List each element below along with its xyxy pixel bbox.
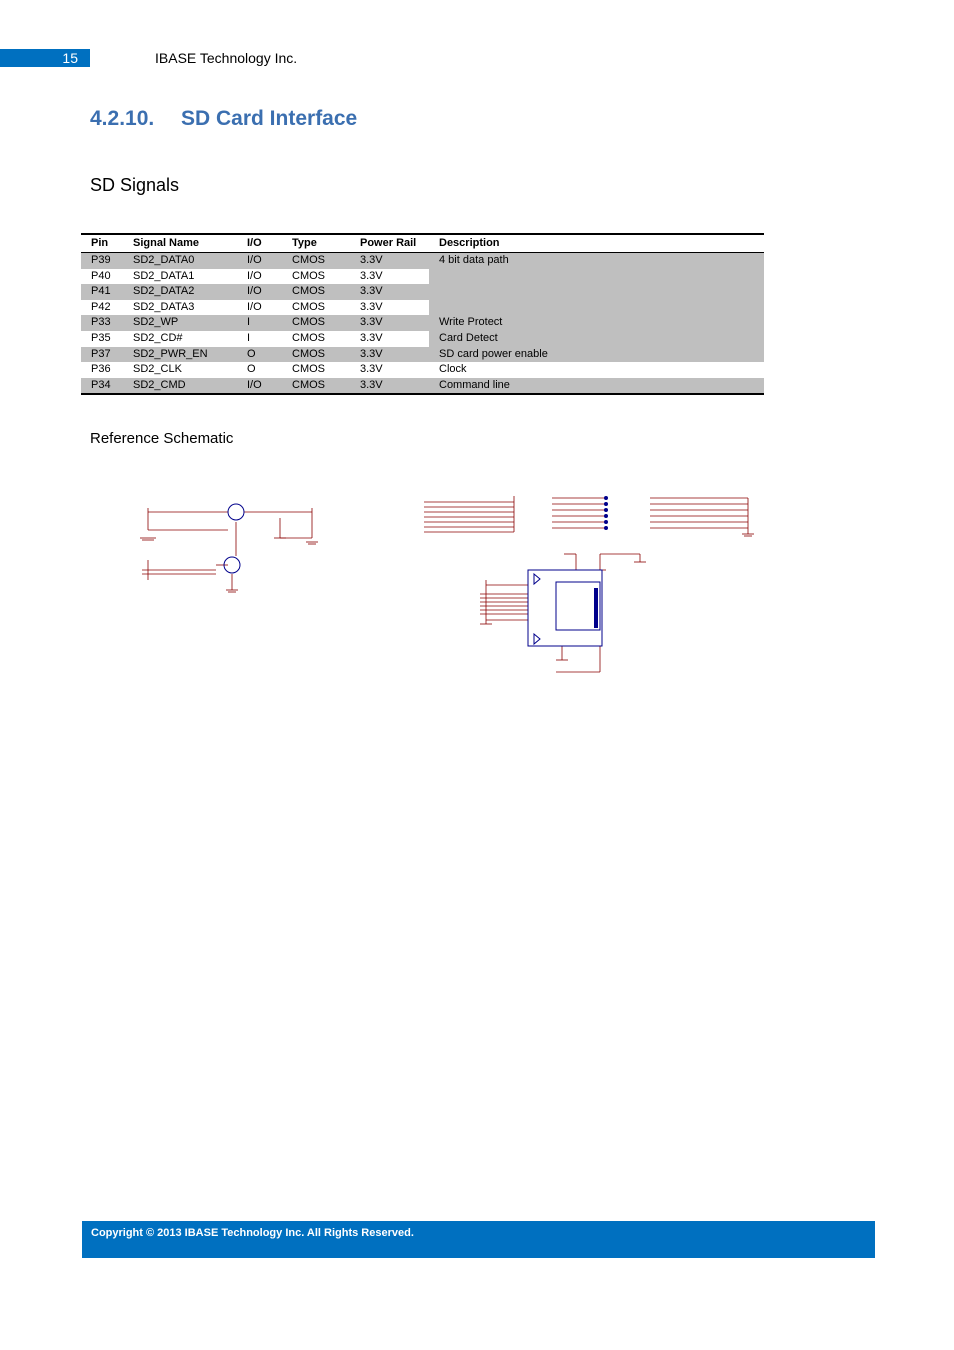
cell-signal-name: SD2_CLK [133,363,182,376]
cell-power-rail: 3.3V [360,331,383,344]
footer-bar [82,1221,875,1258]
cell-type: CMOS [282,347,350,363]
column-header: Type [282,234,350,253]
cell-io: I/O [237,253,282,269]
cell-pin: P39 [81,253,123,269]
table-header-row [81,234,764,253]
column-header: I/O [237,234,282,253]
company-name: IBASE Technology Inc. [155,50,298,66]
cell-pin: P42 [91,300,111,313]
cell-power-rail: 3.3V [350,253,429,269]
cell-pin: P37 [81,347,123,363]
reference-schematic-label: Reference Schematic [90,430,234,447]
cell-power-rail: 3.3V [360,269,383,282]
section-title: SD Card Interface [181,107,358,130]
cell-pin: P40 [91,269,111,282]
page-number: 15 [0,49,90,67]
cell-io: I [237,315,282,331]
cell-signal-name: SD2_DATA0 [123,253,237,269]
cell-type: CMOS [292,269,325,282]
column-header: Description [429,234,764,253]
cell-signal-name: SD2_CMD [123,378,237,395]
sd-signals-table [81,233,764,395]
cell-description: Command line [429,378,764,395]
cell-signal-name: SD2_DATA2 [123,284,237,300]
section-number: 4.2.10. [90,107,155,130]
cell-power-rail: 3.3V [350,347,429,363]
cell-signal-name: SD2_DATA1 [133,269,195,282]
cell-type: CMOS [282,253,350,269]
cell-description: Card Detect [429,331,764,347]
table-row [81,347,764,363]
cell-power-rail: 3.3V [350,284,429,300]
cell-signal-name: SD2_PWR_EN [123,347,237,363]
table-row [81,362,764,378]
section-heading [90,107,357,131]
cell-power-rail: 3.3V [350,378,429,395]
cell-signal-name: SD2_DATA3 [133,300,195,313]
cell-pin: P35 [91,331,111,344]
table-row [81,331,764,347]
table-row [81,315,764,331]
reference-schematic [120,490,760,680]
column-header: Power Rail [350,234,429,253]
subsection-title: SD Signals [90,175,180,195]
cell-io: I/O [237,378,282,395]
table-row [81,378,764,395]
cell-type: CMOS [292,363,325,376]
cell-io: I/O [247,300,262,313]
cell-signal-name: SD2_WP [123,315,237,331]
cell-type: CMOS [282,284,350,300]
cell-power-rail: 3.3V [360,363,383,376]
cell-type: CMOS [292,300,325,313]
cell-description: Clock [439,363,467,376]
cell-pin: P41 [81,284,123,300]
copyright-text: Copyright © 2013 IBASE Technology Inc. All Rights Reserved. [91,1227,414,1239]
cell-power-rail: 3.3V [360,300,383,313]
cell-io: I/O [247,269,262,282]
cell-type: CMOS [282,378,350,395]
cell-type: CMOS [282,315,350,331]
column-header: Pin [81,234,123,253]
cell-type: CMOS [292,331,325,344]
cell-description: 4 bit data path [429,253,764,316]
cell-io: I [247,331,251,344]
cell-pin: P34 [81,378,123,395]
cell-io: O [247,363,256,376]
cell-power-rail: 3.3V [350,315,429,331]
cell-pin: P36 [91,363,111,376]
cell-io: O [237,347,282,363]
cell-signal-name: SD2_CD# [133,331,183,344]
table-row [81,253,764,269]
cell-description: SD card power enable [429,347,764,363]
column-header: Signal Name [123,234,237,253]
cell-io: I/O [237,284,282,300]
cell-pin: P33 [81,315,123,331]
cell-description: Write Protect [429,315,764,331]
